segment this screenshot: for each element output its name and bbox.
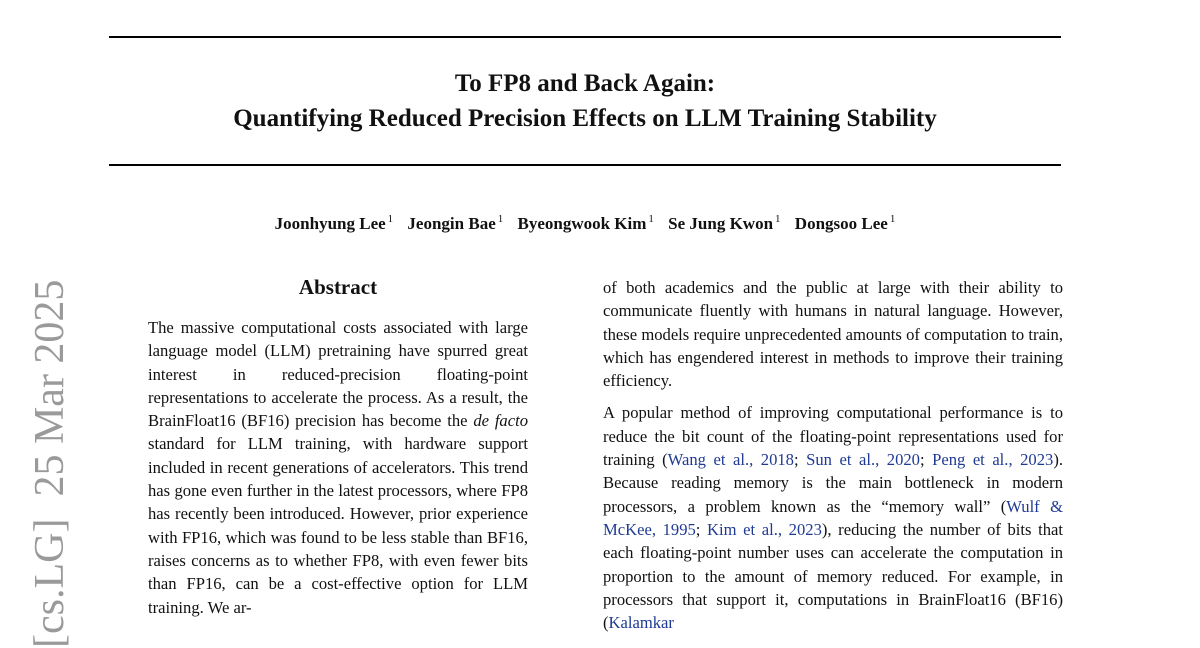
citation-link[interactable]: Wang et al., 2018	[667, 450, 794, 470]
abstract-emphasis: de facto	[473, 411, 529, 431]
author	[275, 214, 394, 233]
author	[668, 214, 780, 233]
author-affiliation-mark: 1	[497, 213, 504, 225]
citation-separator: ;	[919, 450, 933, 470]
citation-link[interactable]: Wulf & McKee, 1995	[603, 496, 1063, 539]
author-name: Se Jung Kwon	[668, 213, 774, 233]
paper-title	[109, 66, 1061, 136]
citation-link[interactable]: Kalamkar	[608, 613, 674, 633]
intro-paragraph-2	[603, 401, 1063, 634]
intro-text: ). Because reading memory is the main bottleneck in modern processors, a problem known as the “memory wall” (	[603, 450, 1063, 516]
citation-separator: ;	[695, 519, 708, 539]
author-name: Dongsoo Lee	[794, 213, 888, 233]
author	[795, 214, 896, 233]
author-affiliation-mark: 1	[775, 213, 781, 225]
abstract-text-part: The massive computational costs associated with large language model (LLM) pretraining have spurred great interest in reduced-precision floating-point representations to accelerate the process. As a result, the BrainFloat16 (BF16) precision has become the	[148, 318, 528, 431]
author-affiliation-mark: 1	[889, 213, 896, 225]
arxiv-date: 25 Mar 2025	[27, 279, 73, 497]
author-list	[109, 207, 1061, 236]
abstract-text	[148, 316, 528, 619]
introduction-column	[603, 276, 1063, 643]
title-top-rule	[109, 36, 1061, 38]
arxiv-category: [cs.LG]	[27, 518, 73, 648]
author	[517, 214, 653, 233]
citation-link[interactable]: Peng et al., 2023	[932, 450, 1054, 470]
intro-text: ), reducing the number of bits that each floating-point number uses can accelerate the computation in proportion to the amount of memory reduced. For example, in processors that support it, computations in BrainFloat16 (BF16) (	[603, 519, 1063, 633]
abstract-heading: Abstract	[298, 275, 378, 299]
author-affiliation-mark: 1	[387, 213, 394, 225]
author-name: Joonhyung Lee	[274, 213, 386, 233]
intro-paragraph-1: of both academics and the public at large with their ability to communicate fluently with humans in natural language. However, these models require unprecedented amounts of computation to train, which has engendered interest in methods to improve their training efficiency.	[603, 278, 1063, 391]
citation-link[interactable]: Kim et al., 2023	[707, 519, 822, 539]
abstract-text-part: standard for LLM training, with hardware support included in recent generations of accelerators. This trend has gone even further in the latest processors, where FP8 has recently been introduced. However, prior experience with FP16, which was found to be less stable than BF16, raises concerns as to whether FP8, with even fewer bits than FP16, can be a cost-effective option for LLM training. We ar-	[148, 434, 528, 617]
citation-separator: ;	[793, 450, 807, 470]
arxiv-side-stamp	[26, 280, 74, 648]
title-bottom-rule	[109, 164, 1061, 166]
author	[407, 214, 503, 233]
intro-text: A popular method of improving computational performance is to reduce the bit count of the floating-point representations used for training (	[603, 403, 1063, 470]
paper-title-line-2: Quantifying Reduced Precision Effects on LLM Training Stability	[233, 105, 937, 132]
paper-title-line-1: To FP8 and Back Again:	[454, 70, 716, 97]
author-name: Jeongin Bae	[407, 213, 496, 233]
citation-link[interactable]: Sun et al., 2020	[806, 450, 920, 470]
author-affiliation-mark: 1	[648, 213, 654, 225]
author-name: Byeongwook Kim	[517, 213, 647, 233]
